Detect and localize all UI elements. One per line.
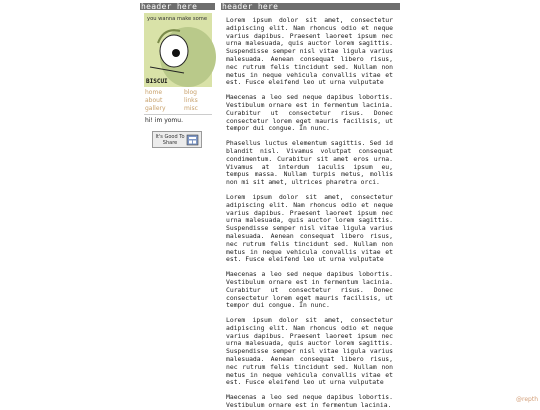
paragraph: Lorem ipsum dolor sit amet, consectetur adipiscing elit. Nam rhoncus odio et neque varius dapibus. Praesent laoreet ipsum nec urna malesuada, quis auctor lorem sagittis. Suspendisse semper nisl vitae ligula varius malesuada. Aenean consequat libero risus, nec rutrum felis tincidunt sed. Nullam non metus in neque vehicula convallis vitae et est. Fusce eleifend leo ut urna vulputate bbox=[226, 192, 393, 264]
paragraph: Lorem ipsum dolor sit amet, consectetur adipiscing elit. Nam rhoncus odio et neque varius dapibus. Praesent laoreet ipsum nec urna malesuada, quis auctor lorem sagittis. Suspendisse semper nisl vitae ligula varius malesuada. Aenean consequat libero risus, nec rutrum felis tincidunt sed. Nullam non metus in neque vehicula convallis vitae et est. Fusce eleifend leo ut urna vulputate bbox=[226, 16, 393, 87]
content-area bbox=[226, 16, 393, 410]
paragraph: Maecenas a leo sed neque dapibus lobortis. Vestibulum ornare est in fermentum lacinia. bbox=[226, 393, 393, 410]
share-button[interactable] bbox=[152, 131, 202, 148]
paragraph: Maecenas a leo sed neque dapibus lobortis. Vestibulum ornare est in fermentum lacinia. Curabitur ut consectetur risus. Donec consectetur lorem eget mauris facilisis, ut tempor dui congue. In nunc. bbox=[226, 93, 393, 133]
sidebar-divider bbox=[144, 114, 212, 115]
credit-link[interactable]: @repth bbox=[516, 396, 538, 403]
greeting-text: hi! im yomu. bbox=[145, 117, 183, 124]
nav-about-link[interactable]: about bbox=[145, 97, 163, 104]
content-header: header here bbox=[221, 3, 400, 10]
paragraph: Lorem ipsum dolor sit amet, consectetur adipiscing elit. Nam rhoncus odio et neque varius dapibus. Praesent laoreet ipsum nec urna malesuada, quis auctor lorem sagittis. Suspendisse semper nisl vitae ligula varius malesuada. Aenean consequat libero risus, nec rutrum felis tincidunt sed. Nullam non metus in neque vehicula convallis vitae et est. Fusce eleifend leo ut urna vulputate bbox=[226, 316, 393, 387]
nav-home-link[interactable]: home bbox=[145, 89, 163, 96]
paragraph: Phasellus luctus elementum sagittis. Sed id blandit nisl. Vivamus volutpat consequat condimentum. Curabitur sit amet eros urna. Vivamus at interdum iaculis ipsum eu, tempus massa. Nullam turpis metus, mollis non mi sit amet, ultrices pharetra orci. bbox=[226, 139, 393, 187]
nav-blog-link[interactable]: blog bbox=[184, 89, 197, 96]
nav-gallery-link[interactable]: gallery bbox=[145, 105, 166, 112]
avatar bbox=[144, 13, 212, 87]
share-icon bbox=[186, 134, 199, 146]
avatar-caption: you wanna make some bbox=[147, 16, 208, 22]
sidebar-header: header here bbox=[140, 3, 215, 10]
nav-links-link[interactable]: links bbox=[184, 97, 198, 104]
share-button-label: It's Good To Share bbox=[155, 134, 185, 146]
nav-misc-link[interactable]: misc bbox=[184, 105, 198, 112]
cartoon-character-icon bbox=[144, 13, 212, 87]
paragraph: Maecenas a leo sed neque dapibus lobortis. Vestibulum ornare est in fermentum lacinia. Curabitur ut consectetur risus. Donec consectetur lorem eget mauris facilisis, ut tempor dui congue. In nunc. bbox=[226, 270, 393, 310]
avatar-name: BISCUI bbox=[146, 78, 168, 85]
